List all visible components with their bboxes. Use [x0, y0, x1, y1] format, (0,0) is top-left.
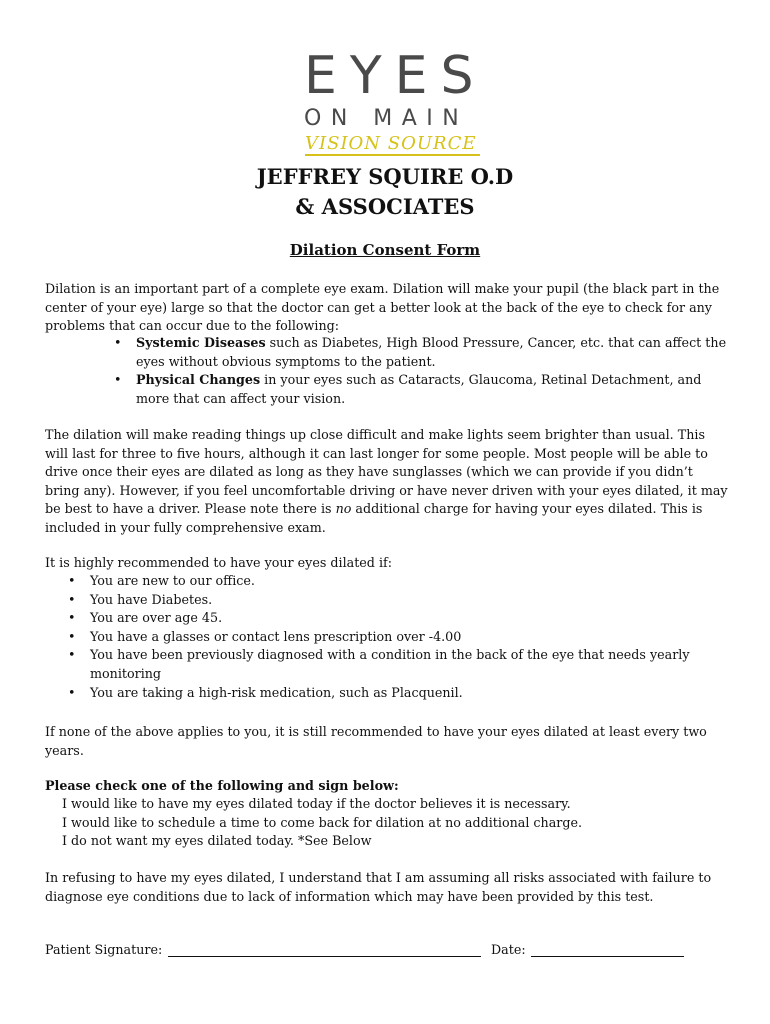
list-item: • You are new to our office.: [90, 572, 730, 591]
none-apply-paragraph: If none of the above applies to you, it is still recommended to have your eyes dilated at least every two years.: [45, 724, 707, 758]
logo-eyes-text: EYES: [304, 46, 487, 106]
date-line[interactable]: [531, 956, 684, 957]
patient-signature-label: Patient Signature:: [45, 942, 163, 957]
refusal-paragraph: In refusing to have my eyes dilated, I understand that I am assuming all risks associated with failure to diagnose eye conditions due to lack of information which may have been provided by this test.: [45, 870, 712, 904]
practice-name-line1: JEFFREY SQUIRE O.D: [256, 164, 514, 189]
list-item: • You have Diabetes.: [90, 591, 730, 610]
effects-text-end: additional charge for having your eyes dilated. This is included in your fully comprehensive exam.: [45, 501, 703, 535]
effects-paragraph: [45, 426, 730, 538]
list-item: • You have a glasses or contact lens prescription over -4.00: [90, 628, 730, 647]
patient-signature-line[interactable]: [168, 956, 481, 957]
list-item: [136, 371, 728, 408]
list-item: • You are over age 45.: [90, 609, 730, 628]
eyes-on-main-logo: [300, 46, 500, 160]
list-item-term: Physical Changes: [136, 372, 261, 388]
practice-name-line2: & ASSOCIATES: [295, 194, 475, 219]
list-item-term: Systemic Diseases: [136, 335, 266, 350]
form-title: Dilation Consent Form: [289, 241, 481, 259]
list-item-desc: such as Diabetes, High Blood Pressure, Cancer, etc. that can affect the eyes without obvious symptoms to the patient.: [136, 335, 727, 369]
schedule-later-option[interactable]: I would like to schedule a time to come back for dilation at no additional charge.: [62, 814, 582, 830]
recommended-intro: It is highly recommended to have your eyes dilated if:: [45, 555, 392, 570]
logo-vision-source-text: VISION SOURCE: [305, 133, 477, 154]
list-item: [136, 334, 728, 371]
effects-emphasis: no: [335, 501, 352, 517]
logo-underline: [305, 154, 480, 156]
list-item: • You have been previously diagnosed with a condition in the back of the eye that needs yearly monitoring: [90, 646, 730, 683]
decline-dilation-option[interactable]: I do not want my eyes dilated today. *See Below: [62, 833, 372, 849]
intro-paragraph: Dilation is an important part of a complete eye exam. Dilation will make your pupil (the black part in the center of your eye) large so that the doctor can get a better look at the back of the eye to check for any problems that can occur due to the following:: [45, 281, 720, 334]
systemic-list: [136, 334, 728, 408]
list-item-desc: in your eyes such as Cataracts, Glaucoma, Retinal Detachment, and more that can affect your vision.: [136, 372, 702, 406]
dilate-today-option[interactable]: I would like to have my eyes dilated today if the doctor believes it is necessary.: [62, 796, 571, 811]
choices-heading: Please check one of the following and sign below:: [45, 778, 399, 793]
logo-on-main-text: ON MAIN: [304, 106, 469, 131]
recommended-list: [90, 572, 730, 702]
date-label: Date:: [491, 942, 526, 957]
choices-options: [62, 795, 582, 851]
effects-text-start: The dilation will make reading things up close difficult and make lights seem brighter than usual. This will last for three to five hours, although it can last longer for some people. Most people will be able to drive once their eyes are dilated as long as they have sunglasses (which we can provide if you didn’t bring any). However, if you feel uncomfortable driving or have never driven with your eyes dilated, it may be best to have a driver. Please note there is: [45, 427, 728, 517]
list-item: • You are taking a high-risk medication, such as Placquenil.: [90, 684, 730, 703]
